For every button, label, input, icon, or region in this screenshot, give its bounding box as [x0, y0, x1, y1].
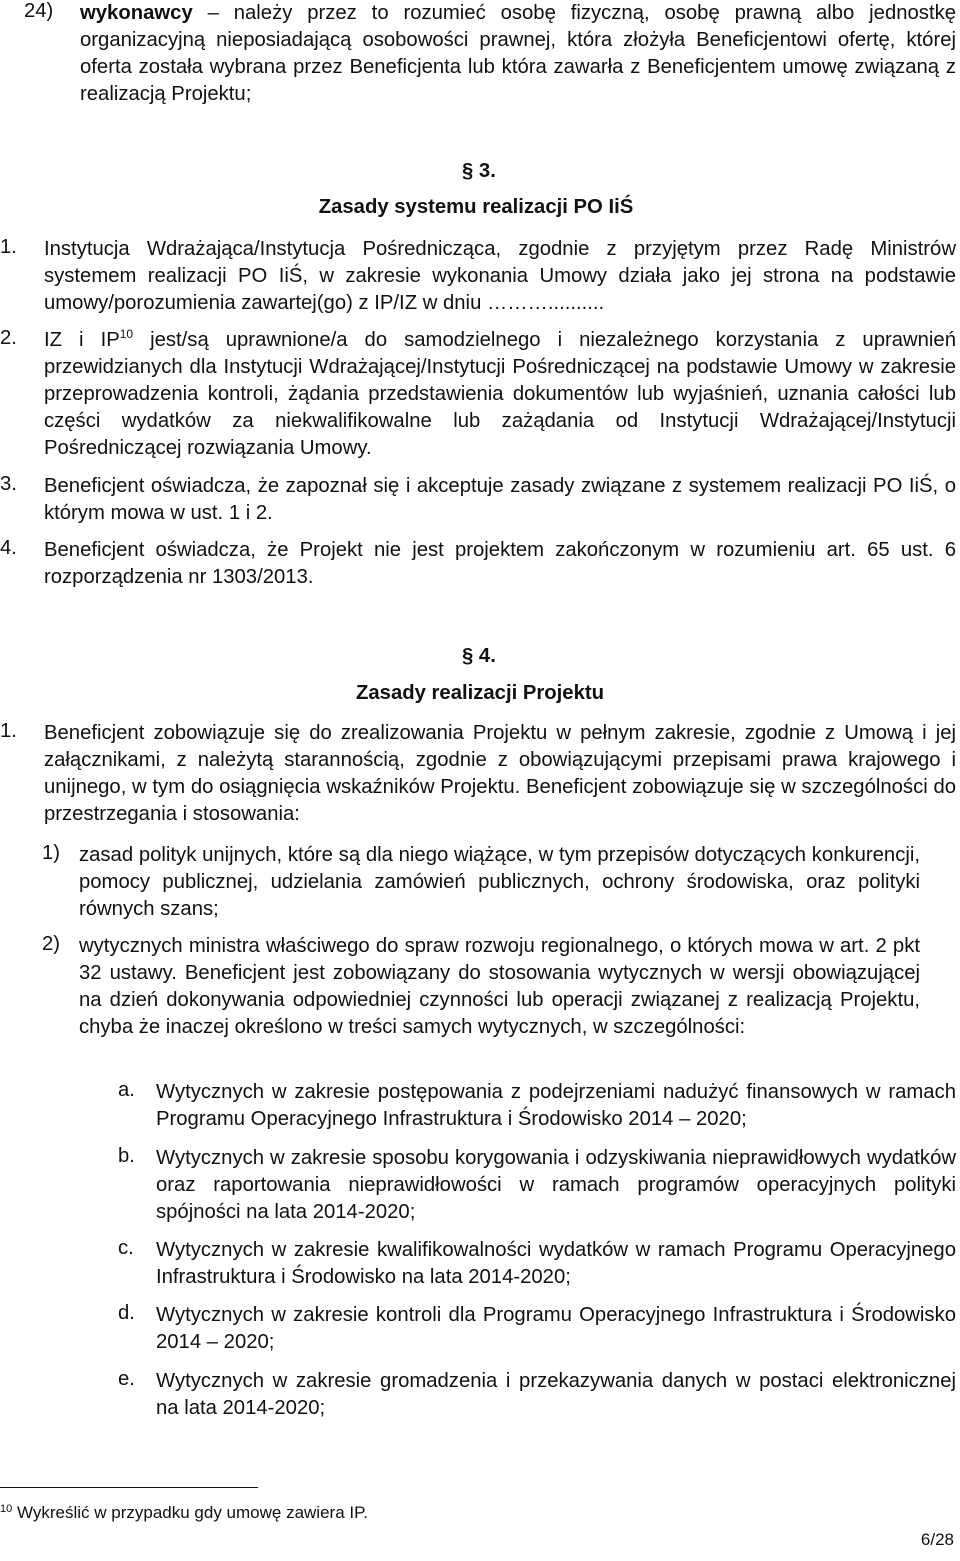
page-number: 6/28	[920, 1530, 954, 1549]
definition-number: 24)	[24, 0, 54, 22]
letter-text: Wytycznych w zakresie sposobu korygowania i odzyskiwania nieprawidłowych wydatków oraz raportowania nieprawidłowości w ramach programów operacyjnych polityki spójności na lata 2014-2020;	[156, 1147, 956, 1223]
section-4-title: Zasady realizacji Projektu	[356, 682, 604, 704]
letter-item-d	[118, 1302, 956, 1356]
footnote-number: 10	[0, 1503, 13, 1515]
letter-item-c	[118, 1237, 956, 1291]
section-3-mark: § 3.	[462, 160, 496, 182]
letter-item-e	[118, 1368, 956, 1422]
section-3-item-3	[0, 473, 956, 527]
letter-text: Wytycznych w zakresie postępowania z podejrzeniami nadużyć finansowych w ramach Programu Operacyjnego Infrastruktura i Środowisko 2014 – 2020;	[156, 1081, 956, 1130]
section-4-mark: § 4.	[462, 645, 496, 667]
letter-number: c.	[118, 1237, 134, 1259]
subitem-text: wytycznych ministra właściwego do spraw rozwoju regionalnego, o których mowa w art. 2 pkt 32 ustawy. Beneficjent jest zobowiązany do stosowania wytycznych w wersji obowiązującej na dzień dokonywania odpowiedniej czynności lub operacji związanej z realizacją Projektu, chyba że inaczej określono w treści samych wytycznych, w szczególności:	[79, 935, 920, 1038]
letter-text: Wytycznych w zakresie gromadzenia i przekazywania danych w postaci elektronicznej na lata 2014-2020;	[156, 1370, 956, 1419]
subitem-text: zasad polityk unijnych, które są dla niego wiążące, w tym przepisów dotyczących konkurencji, pomocy publicznej, udzielania zamówień publicznych, ochrony środowiska, oraz polityki równych szans;	[79, 844, 920, 920]
section-3-title: Zasady systemu realizacji PO IiŚ	[318, 196, 634, 218]
definition-24	[24, 0, 956, 108]
subitem-number: 1)	[42, 842, 61, 864]
section-4-item-1	[0, 720, 956, 828]
footnote-text: Wykreślić w przypadku gdy umowę zawiera IP.	[12, 1503, 368, 1522]
section-3-item-4	[0, 537, 956, 591]
item-number: 1.	[0, 236, 17, 258]
item-text: Beneficjent oświadcza, że zapoznał się i akceptuje zasady związane z systemem realizacji PO IiŚ, o którym mowa w ust. 1 i 2.	[44, 475, 956, 524]
letter-number: a.	[118, 1079, 135, 1101]
item-number: 1.	[0, 720, 17, 742]
footnote-ref[interactable]: 10	[119, 327, 134, 341]
item-number: 3.	[0, 473, 17, 495]
letter-number: e.	[118, 1368, 135, 1390]
section-3-item-2	[0, 327, 956, 462]
item-text: Instytucja Wdrażająca/Instytucja Pośrednicząca, zgodnie z przyjętym przez Radę Ministrów systemem realizacji PO IiŚ, w zakresie wykonania Umowy działa jako jej strona na podstawie umowy/porozumienia zawartej(go) z IP/IZ w dniu ………..........	[44, 238, 956, 314]
letter-item-a	[118, 1079, 956, 1133]
definition-text	[24, 0, 956, 108]
letter-number: b.	[118, 1145, 135, 1167]
definition-body: – należy przez to rozumieć osobę fizyczną, osobę prawną albo jednostkę organizacyjną nieposiadającą osobowości prawnej, która złożyła Beneficjentowi ofertę, której oferta została wybrana przez Beneficjenta lub która zawarła z Beneficjentem umowę związaną z realizacją Projektu;	[80, 2, 956, 105]
item-text: Beneficjent oświadcza, że Projekt nie jest projektem zakończonym w rozumieniu art. 65 ust. 6 rozporządzenia nr 1303/2013.	[44, 539, 956, 588]
item-number: 4.	[0, 537, 17, 559]
section-3-item-1	[0, 236, 956, 317]
letter-number: d.	[118, 1302, 135, 1324]
letter-text: Wytycznych w zakresie kwalifikowalności wydatków w ramach Programu Operacyjnego Infrastruktura i Środowisko na lata 2014-2020;	[156, 1239, 956, 1288]
footnote	[0, 1503, 368, 1523]
footnote-separator	[0, 1487, 258, 1488]
item-text: IZ i IP$^{10}$ jest/są uprawnione/a do samodzielnego i niezależnego korzystania z uprawnień przewidzianych dla Instytucji Wdrażającej/Instytucji Pośredniczącej na podstawie Umowy w zakresie przeprowadzenia kontroli, żądania przedstawienia dokumentów lub wyjaśnień, uznania całości lub części wydatków za niekwalifikowalne lub zażądania od Instytucji Wdrażającej/Instytucji Pośredniczącej rozwiązania Umowy.	[44, 327, 956, 459]
subitem-1	[42, 842, 920, 923]
definition-term: wykonawcy	[80, 2, 193, 24]
item-text: Beneficjent zobowiązuje się do zrealizowania Projektu w pełnym zakresie, zgodnie z Umową i jej załącznikami, z należytą starannością, zgodnie z obowiązującymi przepisami prawa krajowego i unijnego, w tym do osiągnięcia wskaźników Projektu. Beneficjent zobowiązuje się w szczególności do przestrzegania i stosowania:	[44, 722, 956, 825]
subitem-2	[42, 933, 920, 1041]
letter-text: Wytycznych w zakresie kontroli dla Programu Operacyjnego Infrastruktura i Środowisko 2014 – 2020;	[156, 1304, 956, 1353]
subitem-number: 2)	[42, 933, 61, 955]
letter-item-b	[118, 1145, 956, 1226]
item-number: 2.	[0, 327, 17, 349]
